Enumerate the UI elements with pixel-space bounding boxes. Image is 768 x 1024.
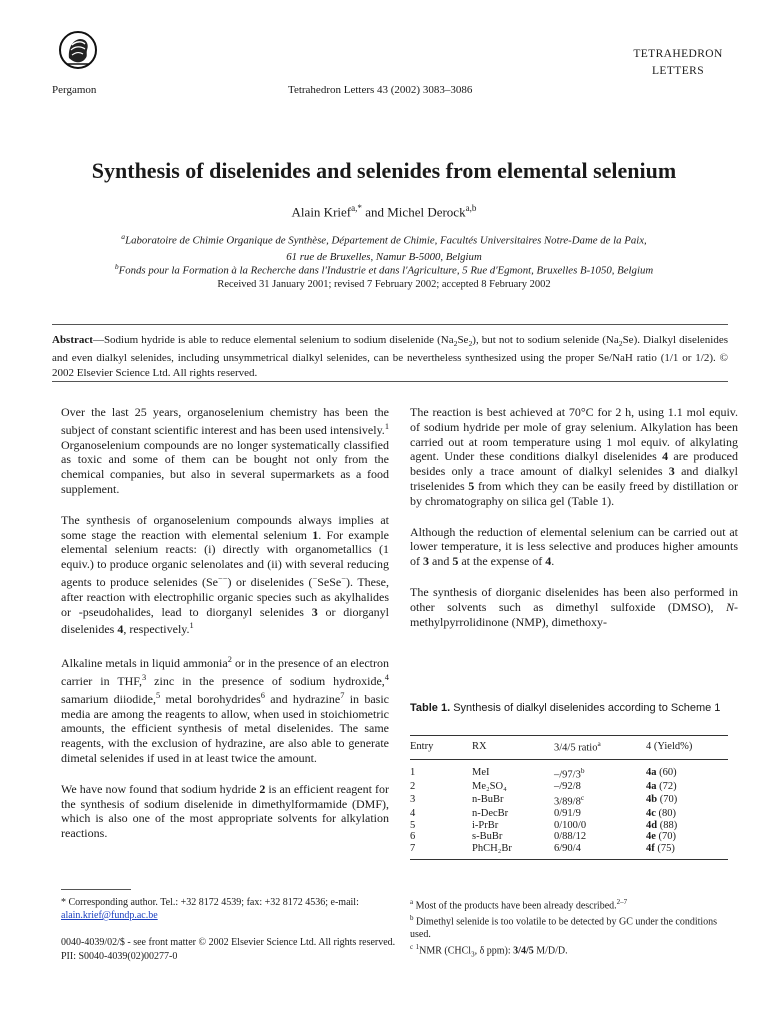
reference-mark: 7 <box>340 690 345 700</box>
table-row <box>410 843 728 859</box>
body-text: The reaction is best achieved at 70°C for 2 h, using 1.1 mol equiv. of sodium hydride per mole of gray selenium. Alkylation has been carried out at room temperature using 1 mol equiv. of alkylating agent. Under these conditions dialkyl diselenides <box>410 405 738 464</box>
author-conjunction: and <box>365 204 384 220</box>
cell-ratio-value: 3/89/8 <box>554 796 581 808</box>
charge-mark: − <box>341 573 346 583</box>
body-text: at the expense of <box>458 554 546 569</box>
cell-ratio <box>554 759 646 781</box>
affiliation-b <box>54 259 714 279</box>
body-text: Organoselenium compounds are no longer systematically classified as toxic and some of them can be bought not only from the chemical companies, but also in several supermarkets as a food supplement. <box>61 437 389 496</box>
cell-ratio-value: –/97/3 <box>554 769 581 780</box>
cell-entry: 7 <box>410 843 472 859</box>
paragraph <box>61 653 389 766</box>
abstract-top-rule <box>52 324 728 325</box>
cell-ratio-value: 0/88/12 <box>554 831 587 843</box>
table-label: Table 1. <box>410 702 451 714</box>
cell-rx: PhCH₂Br <box>472 843 554 859</box>
compound-id: 4b <box>646 794 658 806</box>
cell-ratio <box>554 843 646 859</box>
compound-number: 3/4/5 <box>513 944 534 956</box>
compound-number: 3 <box>423 554 429 569</box>
cell-yield <box>646 759 728 781</box>
yield-value: (75) <box>654 843 675 855</box>
body-text: Although the reduction of elemental selenium can be carried out at lower temperature, it is less selective and produces higher amounts of <box>410 524 738 569</box>
body-text: SeSe <box>317 574 342 589</box>
compound-number: 2 <box>259 781 266 796</box>
abstract-text: Se <box>457 334 469 346</box>
cell-entry: 3 <box>410 794 416 806</box>
abstract-text: —Sodium hydride is able to reduce elemental selenium to sodium diselenide (Na <box>92 334 454 346</box>
publisher-name: Pergamon <box>52 84 97 96</box>
footnote-b <box>410 912 728 940</box>
affiliation-text: Laboratoire de Chimie Organique de Synthèse, Département de Chimie, Facultés Universitaires Notre-Dame de la Paix, <box>125 234 647 247</box>
compound-number: 4 <box>662 449 669 464</box>
reference-mark: 3 <box>142 672 147 682</box>
journal-citation: Tetrahedron Letters 43 (2002) 3083–3086 <box>288 84 473 96</box>
body-text: zinc in the presence of sodium hydroxide, <box>146 673 385 688</box>
table-row <box>410 831 728 843</box>
cell-ratio-value: 0/91/9 <box>554 808 581 820</box>
cell-rx: s-BuBr <box>472 831 503 843</box>
body-text: Over the last 25 years, organoselenium chemistry has been the subject of constant scientific interest and has been used intensively. <box>61 405 389 437</box>
table-caption-text: Synthesis of dialkyl diselenides according to Scheme 1 <box>450 702 721 714</box>
cell-entry: 5 <box>410 819 416 831</box>
cell-yield <box>646 808 728 820</box>
subscript: 2 <box>468 339 473 349</box>
paragraph <box>410 405 738 509</box>
compound-number: 3 <box>668 464 675 479</box>
cell-ratio <box>554 831 646 843</box>
right-column <box>410 405 738 645</box>
journal-name-line1: TETRAHEDRON <box>633 48 723 60</box>
cell-ratio-value: 0/100/0 <box>554 819 587 831</box>
footnote-text: Most of the products have been already described. <box>413 900 617 912</box>
abstract-text: ), but not to sodium selenide (Na <box>472 334 619 346</box>
footnote-text: , δ ppm): <box>474 944 514 956</box>
body-text: in basic media are among the reagents to allow, when used in stoichiometric amounts, the efficient synthesis of metal diselenides. The same reagents, with the exclusion of hydrazine, are also able to generate dimetal selenides if used in at least twice the amount. <box>61 691 389 765</box>
compound-number: 5 <box>468 478 475 493</box>
abstract-label: Abstract <box>52 334 93 346</box>
cell-rx: n-BuBr <box>472 794 504 806</box>
reference-mark: 2 <box>227 655 232 665</box>
body-text: -methylpyrrolidinone (NMP), dimethoxy- <box>410 599 738 629</box>
yield-value: (72) <box>656 780 677 792</box>
cell-entry: 6 <box>410 831 416 843</box>
body-text: metal borohydrides <box>160 691 261 706</box>
cell-entry: 2 <box>410 780 416 792</box>
corresponding-author <box>61 896 379 922</box>
table-1 <box>410 735 728 860</box>
reference-mark: 5 <box>155 690 161 700</box>
compound-number: 4 <box>545 554 552 569</box>
footnote-text: Dimethyl selenide is too volatile to be detected by GC under the conditions used. <box>410 916 718 940</box>
compound-number: 3 <box>311 604 318 619</box>
charge-mark: − <box>312 573 318 583</box>
table-body <box>410 759 728 859</box>
table-row <box>410 808 728 820</box>
isotope-mark: 1 <box>415 942 420 951</box>
cell-yield <box>646 843 728 859</box>
body-text: . <box>551 554 555 569</box>
footnote-text: M/D/D. <box>533 944 568 956</box>
author-affiliation-mark: a,b <box>465 203 477 213</box>
footnote-mark: c <box>580 793 585 803</box>
cell-yield <box>646 820 728 832</box>
cell-yield <box>646 781 728 793</box>
cell-ratio <box>554 820 646 832</box>
table-row <box>410 820 728 832</box>
body-text: The synthesis of organoselenium compounds always implies at some stage the reaction with elemental selenium <box>61 512 389 542</box>
corresponding-text: * Corresponding author. Tel.: +32 8172 4539; fax: +32 8172 4536; e-mail: <box>61 897 359 908</box>
subscript: 2 <box>453 339 458 349</box>
article-title: Synthesis of diselenides and selenides from elemental selenium <box>91 158 677 183</box>
compound-number: 4 <box>117 622 124 637</box>
cell-rx: n-DecBr <box>472 808 509 820</box>
yield-value: (80) <box>655 808 677 820</box>
compound-number: 1 <box>312 527 319 542</box>
yield-value: (60) <box>656 766 677 778</box>
journal-name-line2: LETTERS <box>652 65 704 77</box>
paragraph <box>410 525 738 569</box>
italic-letter: N <box>725 599 734 614</box>
cell-rx: i-PrBr <box>472 819 499 831</box>
reference-mark: 4 <box>384 672 389 682</box>
affiliation-mark: a <box>121 232 126 241</box>
footnote-rule <box>61 889 131 890</box>
cell-ratio-value: 6/90/4 <box>554 843 581 855</box>
paragraph <box>410 585 738 629</box>
compound-id: 4f <box>646 843 655 855</box>
compound-id: 4a <box>646 766 657 778</box>
left-column <box>61 405 389 857</box>
column-header-yield: 4 (Yield%) <box>646 736 728 760</box>
copyright-line: 0040-4039/02/$ - see front matter © 2002 Elsevier Science Ltd. All rights reserved. <box>61 937 396 948</box>
footnote-mark: a <box>410 898 414 906</box>
compound-id: 4e <box>646 831 656 843</box>
charge-mark: −− <box>217 573 228 583</box>
cell-entry: 1 <box>410 766 416 778</box>
footnote-mark: b <box>410 914 414 923</box>
cell-rx: Me₂SO₄ <box>472 780 507 792</box>
reference-mark: 6 <box>260 690 265 700</box>
body-text: and hydrazine <box>264 691 341 706</box>
cell-entry: 4 <box>410 808 416 820</box>
footnote-mark: b <box>580 765 585 775</box>
footnote-mark: a <box>597 739 601 748</box>
table-row <box>410 781 728 793</box>
footnote-mark: c <box>410 942 414 951</box>
yield-value: (70) <box>655 831 677 843</box>
cell-ratio <box>554 792 646 808</box>
pii-line: PII: S0040-4039(02)00277-0 <box>61 951 178 962</box>
abstract-text: Se). Dialkyl diselenides and even dialkyl selenides, including unsymmetrical dialkyl selenides, can be nevertheless synthesized using the proper Se/NaH ratio (1/1 or 1/2). © 2002 Elsevier Science Ltd. All rights reserved. <box>52 334 728 380</box>
cell-rx: MeI <box>472 766 490 778</box>
yield-value: (70) <box>657 794 678 806</box>
front-matter <box>61 936 395 964</box>
subscript: 3 <box>471 949 475 958</box>
compound-id: 4a <box>646 780 657 792</box>
reference-mark: 1 <box>384 421 389 431</box>
paragraph <box>61 513 389 637</box>
column-header-rx: RX <box>472 736 554 760</box>
cell-ratio <box>554 781 646 793</box>
body-text: Alkaline metals in liquid ammonia <box>61 656 228 671</box>
body-text: We have now found that sodium hydride <box>61 781 260 796</box>
body-text: , respectively. <box>123 622 190 637</box>
email-link[interactable]: alain.krief@fundp.ac.be <box>61 910 158 921</box>
received-dates: Received 31 January 2001; revised 7 February 2002; accepted 8 February 2002 <box>217 279 551 290</box>
table-row <box>410 759 728 781</box>
journal-name <box>618 46 738 80</box>
paragraph <box>61 782 389 841</box>
compound-id: 4c <box>646 808 656 820</box>
author-affiliation-mark: a,* <box>351 203 362 213</box>
cell-yield <box>646 792 728 808</box>
body-text: is an efficient reagent for the synthesis of sodium diselenide in dimethylformamide (DMF), which is also one of the most appropriate solvents for alkylation reactions. <box>61 781 389 841</box>
body-text: and dialkyl triselenides <box>410 464 738 493</box>
body-text: . For example elemental selenium reacts: (i) directly with organometallics (1 equiv.) to produce organic selenolates and (ii) with several reducing agents to produce selenides (Se <box>61 527 389 589</box>
affiliation-mark: b <box>114 262 119 271</box>
body-text: and <box>429 554 453 569</box>
body-text: from which they can be easily freed by distillation or by chromatography on silica gel (Table 1). <box>410 478 738 508</box>
compound-number: 5 <box>452 554 459 569</box>
reference-mark: 2–7 <box>616 898 628 906</box>
table-caption <box>410 701 728 715</box>
affiliation-text: 61 rue de Bruxelles, Namur B-5000, Belgium <box>286 250 482 263</box>
cell-yield <box>646 831 728 843</box>
author-name: Michel Derock <box>387 204 466 220</box>
cell-ratio-value: –/92/8 <box>554 780 581 792</box>
body-text: ) or diselenides ( <box>227 574 313 589</box>
author-name: Alain Krief <box>291 204 352 220</box>
body-text: or in the presence of an electron carrier in THF, <box>61 656 389 688</box>
body-text: The synthesis of diorganic diselenides has been also performed in other solvents such as dimethyl sulfoxide (DMSO), <box>410 584 738 614</box>
column-header-ratio-text: 3/4/5 ratio <box>554 742 598 754</box>
abstract <box>52 333 728 381</box>
author-list <box>0 203 768 220</box>
footnote-text: NMR (CHCl <box>419 944 472 956</box>
subscript: 2 <box>618 339 623 349</box>
column-header-ratio <box>554 736 646 760</box>
table-row <box>410 792 728 808</box>
body-text: are produced besides only a trace amount of dialkyl selenides <box>410 449 738 479</box>
table-footnotes <box>410 896 728 960</box>
affiliation-text: Fonds pour la Formation à la Recherche dans l'Industrie et dans l'Agriculture, 5 Rue d'Egmont, Bruxelles B-1050, Belgium <box>118 264 654 277</box>
body-text: or diorganyl diselenides <box>61 604 389 637</box>
cell-ratio <box>554 808 646 820</box>
paragraph <box>61 405 389 497</box>
abstract-bottom-rule <box>52 381 728 382</box>
column-header-entry: Entry <box>410 736 472 760</box>
pergamon-logo <box>58 30 98 72</box>
footnote-a <box>410 896 728 912</box>
reference-mark: 1 <box>189 621 194 631</box>
compound-id: 4d <box>646 819 658 831</box>
body-text: samarium diiodide, <box>61 691 156 706</box>
table-header-row <box>410 736 728 760</box>
body-text: ). These, after reaction with electrophilic organic species such as akylhalides or -pseudohalides, lead to diorganyl selenides <box>61 574 390 619</box>
footnote-c <box>410 941 728 960</box>
yield-value: (88) <box>657 819 678 831</box>
